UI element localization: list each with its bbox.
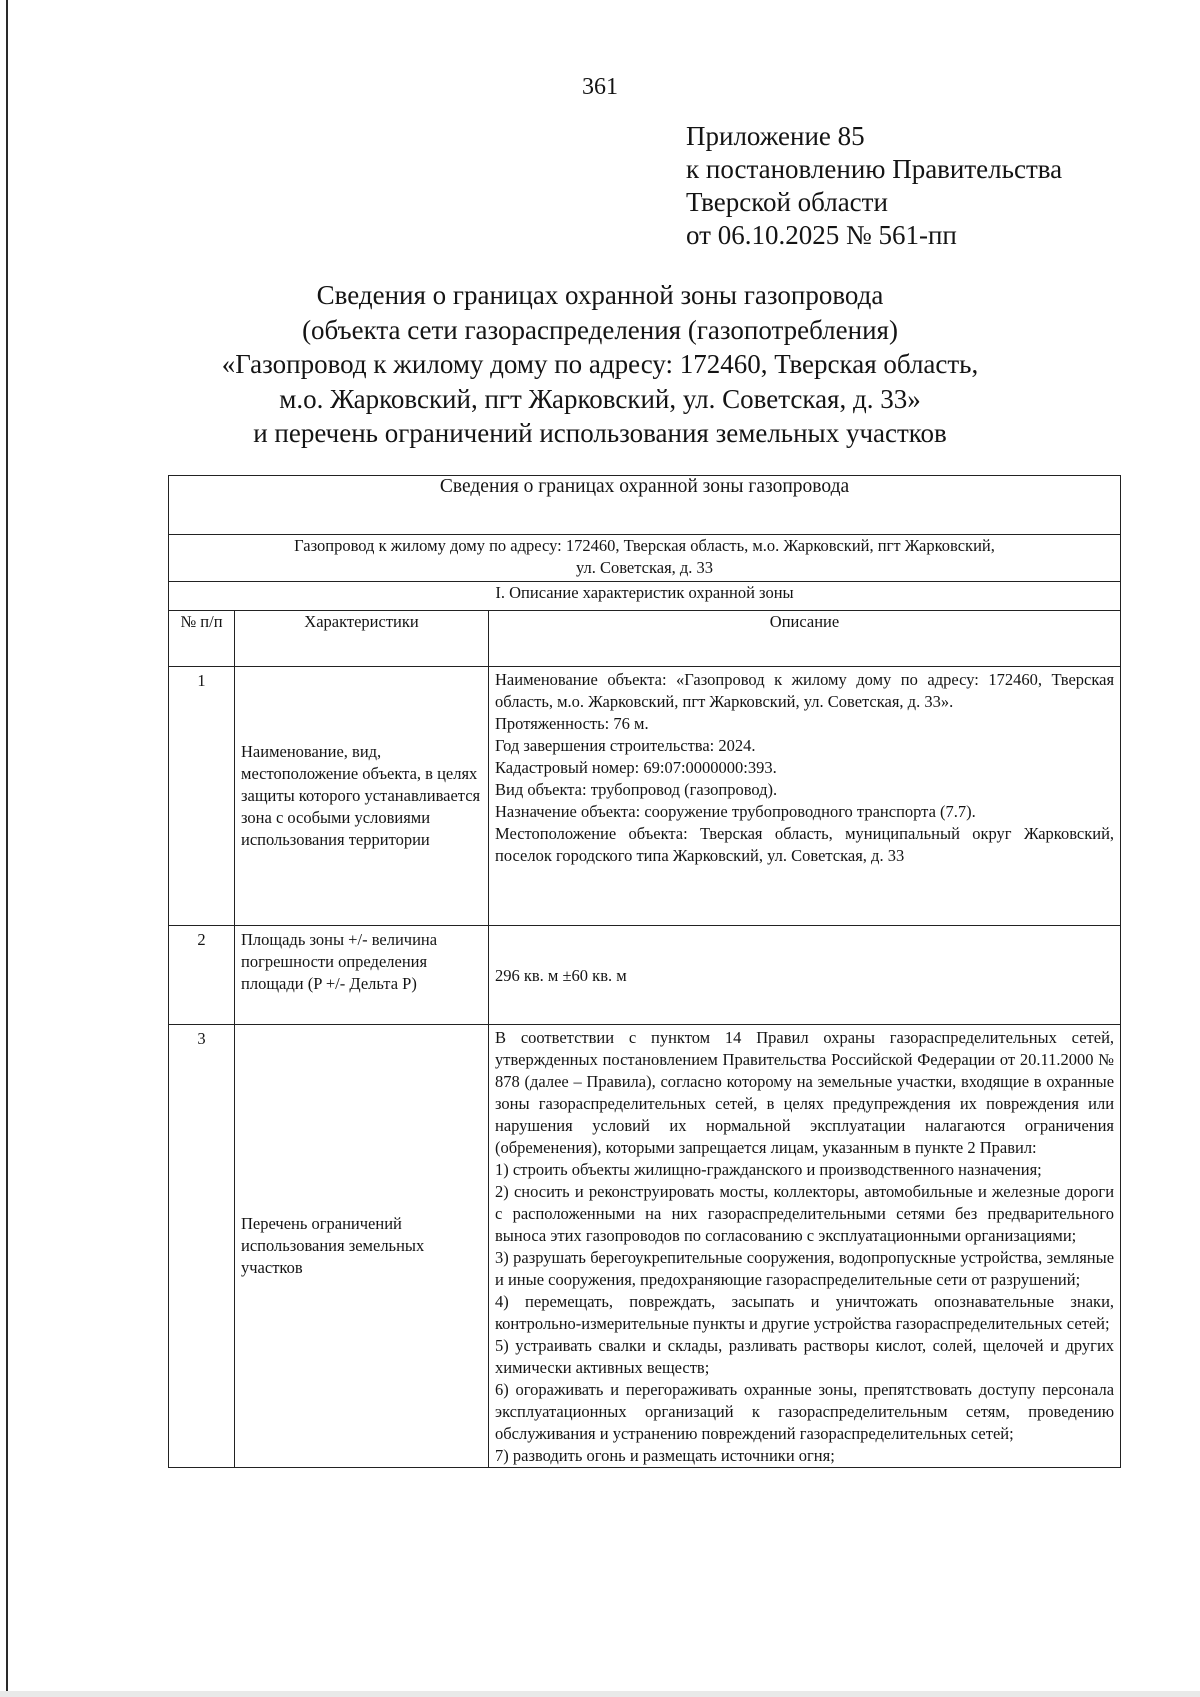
column-header-characteristics: Характеристики [235,611,489,667]
description-paragraph: Кадастровый номер: 69:07:0000000:393. [495,758,777,777]
description-paragraph: 5) устраивать свалки и склады, разливать растворы кислот, солей, щелочей и других химически активных веществ; [495,1336,1115,1377]
description-paragraph: 6) огораживать и перегораживать охранные зоны, препятствовать доступу персонала эксплуатационных организаций к газораспределительным сетям, проведению обслуживания и устранению повреждений газораспределительных сетей; [495,1380,1115,1443]
document-title [0,278,1200,451]
object-name-line: Газопровод к жилому дому по адресу: 172460, Тверская область, м.о. Жарковский, пгт Жарковский, [294,536,995,555]
column-header-number: № п/п [169,611,235,667]
appendix-line: Приложение 85 [686,121,865,151]
row-description [489,926,1121,1025]
description-paragraph: 296 кв. м ±60 кв. м [495,966,627,985]
object-name-line: ул. Советская, д. 33 [575,558,714,577]
description-paragraph: Наименование объекта: «Газопровод к жилому дому по адресу: 172460, Тверская область, м.о. Жарковский, пгт Жарковский, ул. Советская, д. 33». [495,670,1115,711]
row-number: 1 [169,667,235,926]
description-paragraph: Назначение объекта: сооружение трубопроводного транспорта (7.7). [495,802,976,821]
table-heading: Сведения о границах охранной зоны газопровода [169,476,1121,535]
description-paragraph: Год завершения строительства: 2024. [495,736,756,755]
description-paragraph: В соответствии с пунктом 14 Правил охраны газораспределительных сетей, утвержденных постановлением Правительства Российской Федерации от 20.11.2000 № 878 (далее – Правила), согласно которому на земельные участки, входящие в охранные зоны газораспределительных сетей, в целях предупреждения их повреждения или нарушения условий их нормальной эксплуатации налагаются ограничения (обременения), которыми запрещается лицам, указанным в пункте 2 Правил: [495,1028,1115,1157]
title-line: и перечень ограничений использования земельных участков [253,418,947,448]
title-line: Сведения о границах охранной зоны газопровода [316,280,884,310]
description-paragraph: 2) сносить и реконструировать мосты, коллекторы, автомобильные и железные дороги с расположенными на них газораспределительными сетями без предварительного выноса этих газопроводов по согласованию с эксплуатационными организациями; [495,1182,1115,1245]
scan-edge-bottom [0,1691,1200,1697]
description-paragraph: 7) разводить огонь и размещать источники огня; [495,1446,835,1465]
description-paragraph: Местоположение объекта: Тверская область, муниципальный округ Жарковский, поселок городского типа Жарковский, ул. Советская, д. 33 [495,824,1115,865]
description-paragraph: 4) перемещать, повреждать, засыпать и уничтожать опознавательные знаки, контрольно-измерительные пункты и другие устройства газораспределительных сетей; [495,1292,1115,1333]
appendix-line: Тверской области [686,187,888,217]
row-number: 3 [169,1025,235,1468]
description-paragraph: Протяженность: 76 м. [495,714,649,733]
table-row [169,667,1121,926]
row-number: 2 [169,926,235,1025]
appendix-line: от 06.10.2025 № 561-пп [686,220,957,250]
zone-table [168,475,1121,1468]
title-line: (объекта сети газораспределения (газопотребления) [302,314,898,345]
object-name-cell [169,535,1121,582]
description-paragraph: Вид объекта: трубопровод (газопровод). [495,780,778,799]
row-characteristic: Площадь зоны +/- величина погрешности определения площади (P +/- Дельта P) [235,926,489,1025]
row-description [489,667,1121,926]
title-line: м.о. Жарковский, пгт Жарковский, ул. Советская, д. 33» [279,383,921,414]
row-characteristic: Наименование, вид, местоположение объекта, в целях защиты которого устанавливается зона с особыми условиями использования территории [235,667,489,926]
description-paragraph: 3) разрушать берегоукрепительные сооружения, водопропускные устройства, земляные и иные сооружения, предохраняющие газораспределительные сети от разрушений; [495,1248,1115,1289]
row-description [489,1025,1121,1468]
row-characteristic: Перечень ограничений использования земельных участков [235,1025,489,1468]
section-heading: I. Описание характеристик охранной зоны [169,582,1121,611]
appendix-line: к постановлению Правительства [686,154,1063,184]
page-number: 361 [582,74,618,100]
table-row [169,926,1121,1025]
appendix-block [686,120,1062,252]
column-header-description: Описание [489,611,1121,667]
title-line: «Газопровод к жилому дому по адресу: 172460, Тверская область, [221,349,979,379]
table-row [169,1025,1121,1468]
description-paragraph: 1) строить объекты жилищно-гражданского и производственного назначения; [495,1160,1042,1179]
scan-edge-left [6,0,8,1697]
